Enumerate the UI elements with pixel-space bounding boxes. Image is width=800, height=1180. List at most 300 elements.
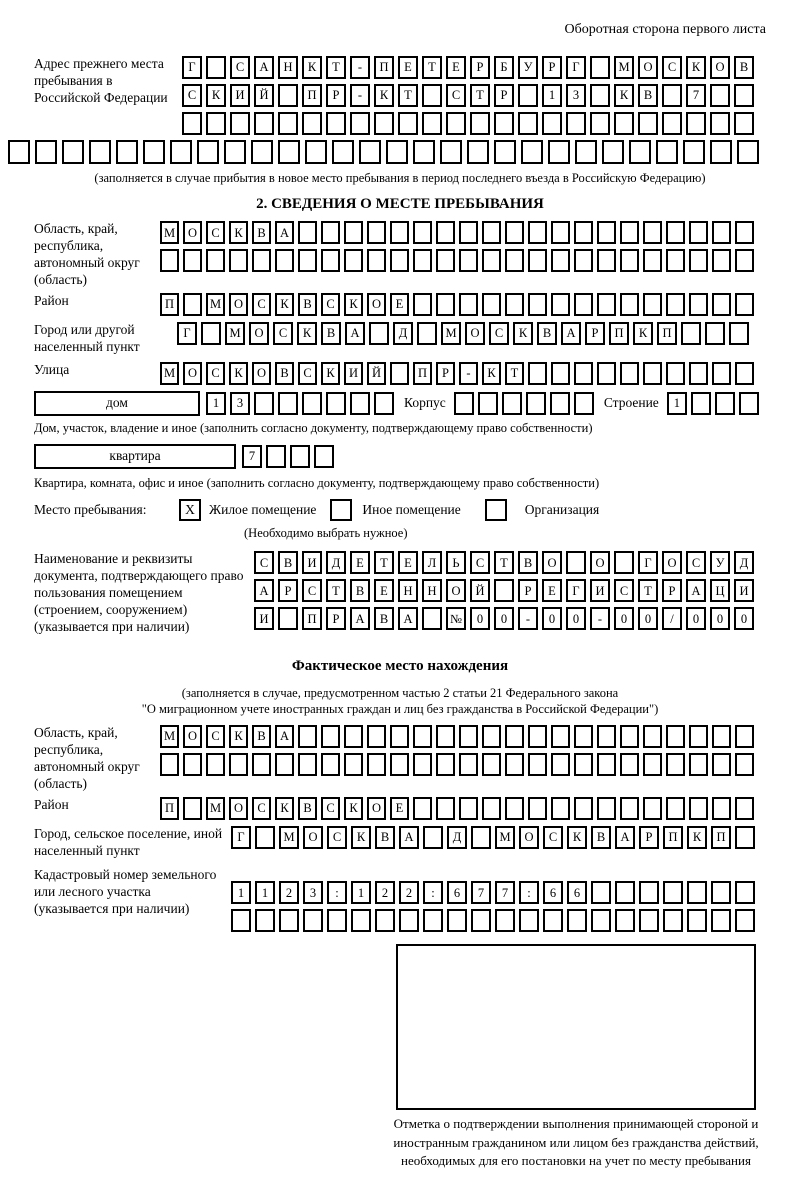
char-box[interactable]	[350, 392, 370, 415]
char-box[interactable]: П	[711, 826, 731, 849]
char-box[interactable]	[712, 725, 731, 748]
char-box[interactable]	[590, 112, 610, 135]
char-box[interactable]: С	[489, 322, 509, 345]
char-box[interactable]	[735, 753, 754, 776]
char-box[interactable]: К	[567, 826, 587, 849]
char-box[interactable]: К	[633, 322, 653, 345]
char-box[interactable]	[89, 140, 111, 164]
char-box[interactable]	[275, 249, 294, 272]
char-box[interactable]	[505, 293, 524, 316]
char-box[interactable]: О	[229, 797, 248, 820]
char-box[interactable]: Т	[505, 362, 524, 385]
char-box[interactable]: 6	[543, 881, 563, 904]
char-box[interactable]	[494, 140, 516, 164]
char-box[interactable]: Т	[326, 579, 346, 602]
char-box[interactable]: И	[230, 84, 250, 107]
char-box[interactable]	[367, 753, 386, 776]
char-box[interactable]: Т	[326, 56, 346, 79]
char-box[interactable]	[344, 725, 363, 748]
char-box[interactable]: Г	[231, 826, 251, 849]
char-box[interactable]	[482, 293, 501, 316]
char-box[interactable]	[230, 112, 250, 135]
char-box[interactable]	[712, 753, 731, 776]
char-box[interactable]	[471, 826, 491, 849]
char-box[interactable]: Д	[734, 551, 754, 574]
char-box[interactable]: 6	[447, 881, 467, 904]
char-box[interactable]	[590, 84, 610, 107]
char-box[interactable]	[302, 392, 322, 415]
char-box[interactable]	[278, 607, 298, 630]
char-box[interactable]	[399, 909, 419, 932]
char-box[interactable]: Д	[393, 322, 413, 345]
char-box[interactable]	[643, 725, 662, 748]
char-box[interactable]: Г	[566, 579, 586, 602]
char-box[interactable]: О	[367, 293, 386, 316]
char-box[interactable]	[663, 909, 683, 932]
char-box[interactable]: М	[206, 293, 225, 316]
char-box[interactable]	[528, 797, 547, 820]
char-box[interactable]	[519, 909, 539, 932]
char-box[interactable]: В	[518, 551, 538, 574]
char-box[interactable]	[521, 140, 543, 164]
char-box[interactable]: Г	[177, 322, 197, 345]
char-box[interactable]	[326, 392, 346, 415]
char-box[interactable]	[254, 392, 274, 415]
char-box[interactable]: А	[615, 826, 635, 849]
char-box[interactable]: В	[638, 84, 658, 107]
char-box[interactable]	[231, 909, 251, 932]
char-box[interactable]: 2	[399, 881, 419, 904]
char-box[interactable]	[574, 797, 593, 820]
char-box[interactable]	[413, 293, 432, 316]
char-box[interactable]	[390, 753, 409, 776]
char-box[interactable]	[602, 140, 624, 164]
char-box[interactable]	[710, 84, 730, 107]
char-box[interactable]	[666, 221, 685, 244]
char-box[interactable]	[715, 392, 735, 415]
char-box[interactable]: 2	[279, 881, 299, 904]
char-box[interactable]	[551, 362, 570, 385]
char-box[interactable]	[321, 249, 340, 272]
char-box[interactable]	[390, 725, 409, 748]
char-box[interactable]: О	[638, 56, 658, 79]
char-box[interactable]	[528, 725, 547, 748]
char-box[interactable]	[206, 249, 225, 272]
char-box[interactable]: 7	[471, 881, 491, 904]
char-box[interactable]	[737, 140, 759, 164]
char-box[interactable]	[160, 753, 179, 776]
char-box[interactable]: Е	[542, 579, 562, 602]
char-box[interactable]	[252, 249, 271, 272]
char-box[interactable]	[615, 909, 635, 932]
char-box[interactable]	[691, 392, 711, 415]
char-box[interactable]	[298, 725, 317, 748]
char-box[interactable]: Е	[350, 551, 370, 574]
char-box[interactable]	[224, 140, 246, 164]
char-box[interactable]: К	[686, 56, 706, 79]
char-box[interactable]: С	[302, 579, 322, 602]
char-box[interactable]: :	[327, 881, 347, 904]
char-box[interactable]	[367, 221, 386, 244]
char-box[interactable]	[502, 392, 522, 415]
char-box[interactable]: 7	[686, 84, 706, 107]
kvartira-field[interactable]: квартира	[34, 444, 236, 469]
char-box[interactable]	[303, 909, 323, 932]
char-box[interactable]	[735, 249, 754, 272]
char-box[interactable]: С	[298, 362, 317, 385]
char-box[interactable]: Ь	[446, 551, 466, 574]
char-box[interactable]: М	[441, 322, 461, 345]
char-box[interactable]	[574, 221, 593, 244]
char-box[interactable]: Т	[470, 84, 490, 107]
char-box[interactable]	[526, 392, 546, 415]
char-box[interactable]	[710, 112, 730, 135]
char-box[interactable]	[735, 362, 754, 385]
char-box[interactable]	[591, 881, 611, 904]
char-box[interactable]	[344, 753, 363, 776]
char-box[interactable]	[643, 249, 662, 272]
char-box[interactable]: С	[206, 725, 225, 748]
char-box[interactable]: К	[229, 725, 248, 748]
char-box[interactable]	[183, 249, 202, 272]
char-box[interactable]: К	[344, 293, 363, 316]
char-box[interactable]	[436, 221, 455, 244]
char-box[interactable]	[735, 797, 754, 820]
char-box[interactable]	[574, 753, 593, 776]
char-box[interactable]	[183, 293, 202, 316]
char-box[interactable]: С	[182, 84, 202, 107]
char-box[interactable]: В	[298, 293, 317, 316]
char-box[interactable]: О	[183, 725, 202, 748]
char-box[interactable]: К	[687, 826, 707, 849]
char-box[interactable]	[459, 725, 478, 748]
char-box[interactable]: И	[590, 579, 610, 602]
char-box[interactable]	[683, 140, 705, 164]
char-box[interactable]: 3	[230, 392, 250, 415]
char-box[interactable]	[290, 445, 310, 468]
char-box[interactable]: В	[375, 826, 395, 849]
char-box[interactable]: Р	[639, 826, 659, 849]
char-box[interactable]: О	[446, 579, 466, 602]
char-box[interactable]: П	[609, 322, 629, 345]
char-box[interactable]: Е	[446, 56, 466, 79]
char-box[interactable]	[505, 221, 524, 244]
char-box[interactable]: Н	[278, 56, 298, 79]
char-box[interactable]: К	[482, 362, 501, 385]
char-box[interactable]	[321, 753, 340, 776]
char-box[interactable]	[351, 909, 371, 932]
char-box[interactable]	[597, 293, 616, 316]
char-box[interactable]: В	[734, 56, 754, 79]
char-box[interactable]	[369, 322, 389, 345]
char-box[interactable]	[505, 725, 524, 748]
char-box[interactable]	[350, 112, 370, 135]
char-box[interactable]	[712, 221, 731, 244]
char-box[interactable]: Т	[422, 56, 442, 79]
char-box[interactable]	[689, 249, 708, 272]
char-box[interactable]	[518, 112, 538, 135]
char-box[interactable]	[326, 112, 346, 135]
char-box[interactable]	[597, 362, 616, 385]
char-box[interactable]	[266, 445, 286, 468]
char-box[interactable]	[436, 249, 455, 272]
char-box[interactable]: А	[350, 607, 370, 630]
char-box[interactable]	[482, 725, 501, 748]
char-box[interactable]	[620, 362, 639, 385]
char-box[interactable]	[735, 909, 755, 932]
char-box[interactable]: К	[321, 362, 340, 385]
char-box[interactable]: С	[686, 551, 706, 574]
char-box[interactable]: :	[519, 881, 539, 904]
char-box[interactable]	[643, 221, 662, 244]
char-box[interactable]	[710, 140, 732, 164]
char-box[interactable]	[255, 826, 275, 849]
char-box[interactable]	[436, 725, 455, 748]
char-box[interactable]	[666, 293, 685, 316]
char-box[interactable]: К	[344, 797, 363, 820]
char-box[interactable]: Т	[398, 84, 418, 107]
char-box[interactable]: П	[302, 84, 322, 107]
char-box[interactable]	[574, 293, 593, 316]
char-box[interactable]: В	[252, 725, 271, 748]
char-box[interactable]	[735, 221, 754, 244]
char-box[interactable]: И	[254, 607, 274, 630]
char-box[interactable]	[423, 826, 443, 849]
char-box[interactable]	[278, 84, 298, 107]
char-box[interactable]: Г	[566, 56, 586, 79]
char-box[interactable]	[528, 753, 547, 776]
char-box[interactable]	[390, 221, 409, 244]
char-box[interactable]	[574, 249, 593, 272]
char-box[interactable]	[359, 140, 381, 164]
char-box[interactable]: Д	[447, 826, 467, 849]
char-box[interactable]	[467, 140, 489, 164]
char-box[interactable]	[639, 909, 659, 932]
char-box[interactable]: Р	[518, 579, 538, 602]
checkbox-inoe[interactable]	[330, 499, 352, 521]
char-box[interactable]: С	[614, 579, 634, 602]
char-box[interactable]	[206, 753, 225, 776]
char-box[interactable]	[413, 797, 432, 820]
char-box[interactable]	[229, 249, 248, 272]
char-box[interactable]: Г	[638, 551, 658, 574]
char-box[interactable]: 0	[566, 607, 586, 630]
char-box[interactable]: П	[302, 607, 322, 630]
char-box[interactable]: Т	[638, 579, 658, 602]
char-box[interactable]: У	[518, 56, 538, 79]
char-box[interactable]	[574, 725, 593, 748]
char-box[interactable]	[705, 322, 725, 345]
char-box[interactable]	[302, 112, 322, 135]
char-box[interactable]: 2	[375, 881, 395, 904]
char-box[interactable]	[446, 112, 466, 135]
char-box[interactable]: Р	[494, 84, 514, 107]
char-box[interactable]: 7	[242, 445, 262, 468]
char-box[interactable]: А	[275, 221, 294, 244]
char-box[interactable]: 3	[566, 84, 586, 107]
char-box[interactable]: 0	[638, 607, 658, 630]
char-box[interactable]: Ц	[710, 579, 730, 602]
char-box[interactable]: С	[252, 797, 271, 820]
char-box[interactable]	[505, 797, 524, 820]
char-box[interactable]: Г	[182, 56, 202, 79]
char-box[interactable]: О	[367, 797, 386, 820]
char-box[interactable]	[422, 112, 442, 135]
char-box[interactable]	[597, 753, 616, 776]
char-box[interactable]	[551, 753, 570, 776]
char-box[interactable]: Т	[374, 551, 394, 574]
char-box[interactable]	[482, 753, 501, 776]
char-box[interactable]: -	[459, 362, 478, 385]
char-box[interactable]	[440, 140, 462, 164]
char-box[interactable]: И	[302, 551, 322, 574]
char-box[interactable]: 1	[667, 392, 687, 415]
char-box[interactable]	[551, 249, 570, 272]
char-box[interactable]	[459, 221, 478, 244]
char-box[interactable]	[206, 56, 226, 79]
char-box[interactable]	[275, 753, 294, 776]
dom-field[interactable]: дом	[34, 391, 200, 416]
char-box[interactable]	[550, 392, 570, 415]
char-box[interactable]: А	[398, 607, 418, 630]
char-box[interactable]	[681, 322, 701, 345]
char-box[interactable]	[183, 797, 202, 820]
char-box[interactable]	[367, 249, 386, 272]
char-box[interactable]	[332, 140, 354, 164]
char-box[interactable]	[454, 392, 474, 415]
char-box[interactable]: В	[321, 322, 341, 345]
char-box[interactable]	[321, 725, 340, 748]
char-box[interactable]	[298, 753, 317, 776]
char-box[interactable]: 7	[495, 881, 515, 904]
char-box[interactable]	[386, 140, 408, 164]
char-box[interactable]: 0	[686, 607, 706, 630]
char-box[interactable]	[417, 322, 437, 345]
char-box[interactable]	[505, 753, 524, 776]
char-box[interactable]: С	[321, 293, 340, 316]
char-box[interactable]: :	[423, 881, 443, 904]
char-box[interactable]: О	[542, 551, 562, 574]
char-box[interactable]: К	[206, 84, 226, 107]
char-box[interactable]	[278, 392, 298, 415]
char-box[interactable]	[254, 112, 274, 135]
char-box[interactable]	[518, 84, 538, 107]
char-box[interactable]	[591, 909, 611, 932]
char-box[interactable]: А	[254, 56, 274, 79]
char-box[interactable]: /	[662, 607, 682, 630]
char-box[interactable]: 3	[303, 881, 323, 904]
char-box[interactable]: Р	[585, 322, 605, 345]
char-box[interactable]: К	[513, 322, 533, 345]
char-box[interactable]	[413, 753, 432, 776]
char-box[interactable]: 1	[255, 881, 275, 904]
char-box[interactable]: И	[344, 362, 363, 385]
char-box[interactable]	[735, 881, 755, 904]
char-box[interactable]: С	[206, 221, 225, 244]
char-box[interactable]	[413, 140, 435, 164]
char-box[interactable]: Е	[390, 293, 409, 316]
char-box[interactable]	[638, 112, 658, 135]
char-box[interactable]	[735, 725, 754, 748]
char-box[interactable]	[229, 753, 248, 776]
char-box[interactable]	[528, 249, 547, 272]
char-box[interactable]	[251, 140, 273, 164]
char-box[interactable]: Е	[390, 797, 409, 820]
char-box[interactable]	[505, 249, 524, 272]
char-box[interactable]: П	[663, 826, 683, 849]
char-box[interactable]	[551, 221, 570, 244]
char-box[interactable]	[620, 249, 639, 272]
char-box[interactable]	[413, 725, 432, 748]
char-box[interactable]	[620, 293, 639, 316]
char-box[interactable]	[663, 881, 683, 904]
char-box[interactable]	[298, 221, 317, 244]
char-box[interactable]: Е	[398, 551, 418, 574]
char-box[interactable]: Е	[398, 56, 418, 79]
char-box[interactable]: С	[470, 551, 490, 574]
char-box[interactable]	[639, 881, 659, 904]
char-box[interactable]	[629, 140, 651, 164]
char-box[interactable]	[566, 551, 586, 574]
char-box[interactable]: -	[518, 607, 538, 630]
char-box[interactable]	[252, 753, 271, 776]
char-box[interactable]	[712, 249, 731, 272]
char-box[interactable]: -	[350, 84, 370, 107]
char-box[interactable]: М	[206, 797, 225, 820]
char-box[interactable]: К	[351, 826, 371, 849]
char-box[interactable]	[436, 293, 455, 316]
char-box[interactable]: 0	[470, 607, 490, 630]
char-box[interactable]: Р	[436, 362, 455, 385]
char-box[interactable]: О	[249, 322, 269, 345]
char-box[interactable]	[614, 551, 634, 574]
char-box[interactable]: В	[252, 221, 271, 244]
char-box[interactable]	[712, 293, 731, 316]
char-box[interactable]	[482, 249, 501, 272]
char-box[interactable]	[543, 909, 563, 932]
char-box[interactable]: И	[734, 579, 754, 602]
char-box[interactable]	[182, 112, 202, 135]
char-box[interactable]	[666, 753, 685, 776]
char-box[interactable]: Й	[470, 579, 490, 602]
char-box[interactable]	[734, 84, 754, 107]
char-box[interactable]	[413, 249, 432, 272]
char-box[interactable]	[739, 392, 759, 415]
char-box[interactable]	[643, 797, 662, 820]
char-box[interactable]: Д	[326, 551, 346, 574]
char-box[interactable]	[643, 753, 662, 776]
char-box[interactable]: А	[686, 579, 706, 602]
char-box[interactable]	[620, 221, 639, 244]
char-box[interactable]	[597, 797, 616, 820]
char-box[interactable]: С	[252, 293, 271, 316]
char-box[interactable]: С	[230, 56, 250, 79]
char-box[interactable]: К	[374, 84, 394, 107]
char-box[interactable]: Е	[374, 579, 394, 602]
char-box[interactable]	[666, 725, 685, 748]
char-box[interactable]	[201, 322, 221, 345]
char-box[interactable]	[615, 881, 635, 904]
char-box[interactable]	[666, 362, 685, 385]
char-box[interactable]: У	[710, 551, 730, 574]
char-box[interactable]: В	[278, 551, 298, 574]
char-box[interactable]: Р	[542, 56, 562, 79]
char-box[interactable]: П	[160, 293, 179, 316]
char-box[interactable]	[279, 909, 299, 932]
char-box[interactable]	[712, 797, 731, 820]
char-box[interactable]	[298, 249, 317, 272]
char-box[interactable]: 6	[567, 881, 587, 904]
